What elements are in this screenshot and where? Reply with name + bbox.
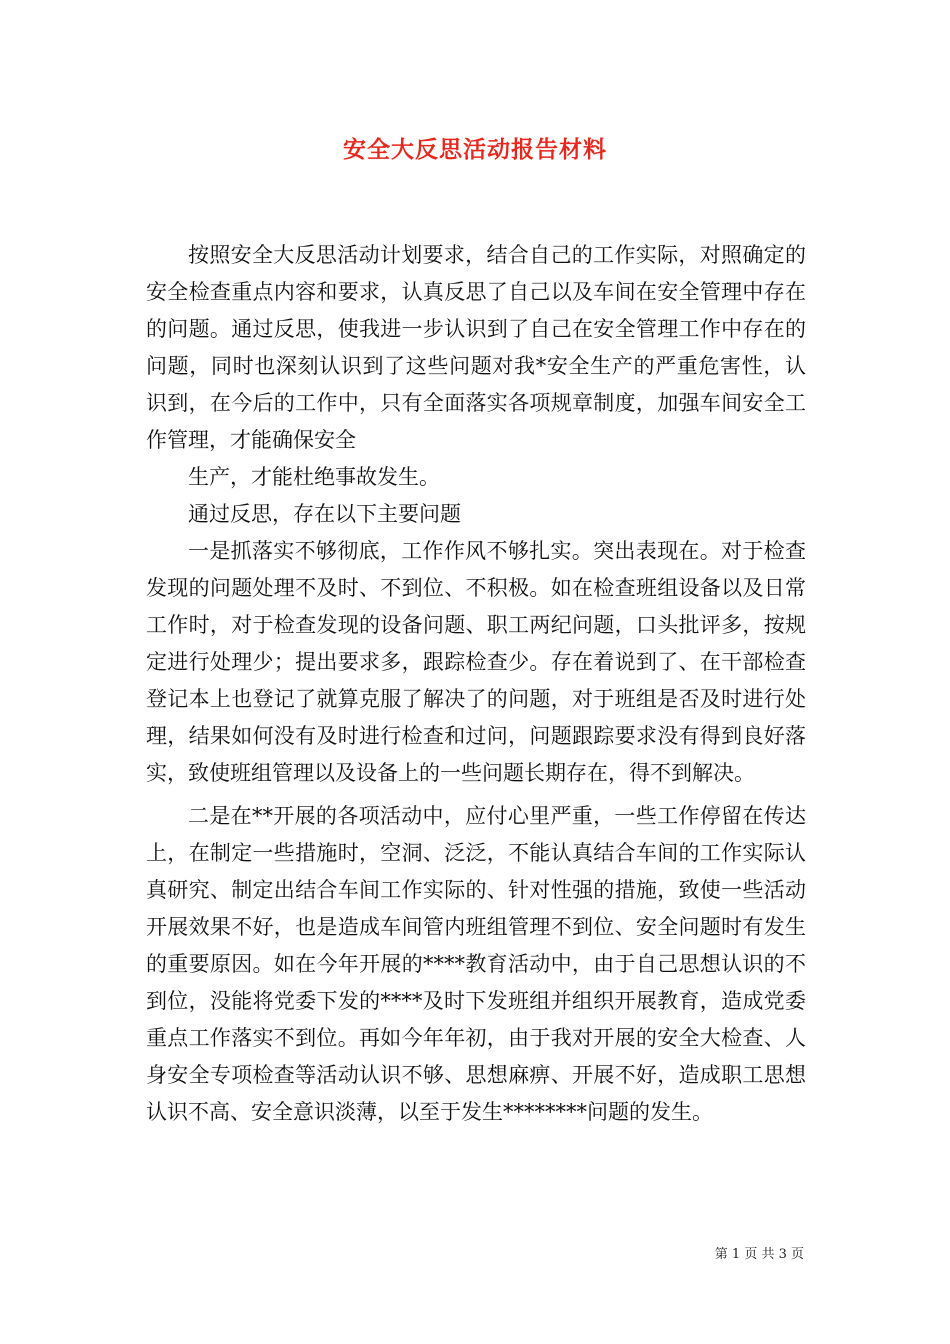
paragraph: 按照安全大反思活动计划要求，结合自己的工作实际，对照确定的安全检查重点内容和要求，认真反思了自己以及车间在安全管理中存在的问题。通过反思，使我进一步认识到了自己在安全管理工作中存在的问题，同时也深刻认识到了这些问题对我*安全生产的严重危害性，认识到，在今后的工作中，只有全面落实各项规章制度，加强车间安全工作管理，才能确保安全 [146, 243, 806, 452]
document-title: 安全大反思活动报告材料 [343, 136, 607, 163]
paragraph: 一是抓落实不够彻底，工作作风不够扎实。突出表现在。对于检查发现的问题处理不及时、不到位、不积极。如在检查班组设备以及日常工作时，对于检查发现的设备问题、职工两纪问题，口头批评多，按规定进行处理少；提出要求多，跟踪检查少。存在着说到了、在干部检查登记本上也登记了就算克服了解决了的问题，对于班组是否及时进行处理，结果如何没有及时进行检查和过问，问题跟踪要求没有得到良好落实，致使班组管理以及设备上的一些问题长期存在，得不到解决。 [146, 539, 806, 785]
document-body [146, 237, 806, 1131]
paragraph: 通过反思，存在以下主要问题 [188, 502, 461, 526]
page-number: 第 1 页 共 3 页 [714, 1247, 804, 1262]
paragraph: 生产，才能杜绝事故发生。 [188, 465, 440, 489]
paragraph: 二是在**开展的各项活动中，应付心里严重，一些工作停留在传达上，在制定一些措施时，空洞、泛泛，不能认真结合车间的工作实际认真研究、制定出结合车间工作实际的、针对性强的措施，致使一些活动开展效果不好，也是造成车间管内班组管理不到位、安全问题时有发生的重要原因。如在今年开展的****教育活动中，由于自己思想认识的不到位，没能将党委下发的****及时下发班组并组织开展教育，造成党委重点工作落实不到位。再如今年年初，由于我对开展的安全大检查、人身安全专项检查等活动认识不够、思想麻痹、开展不好，造成职工思想认识不高、安全意识淡薄，以至于发生********问题的发生。 [146, 804, 806, 1124]
